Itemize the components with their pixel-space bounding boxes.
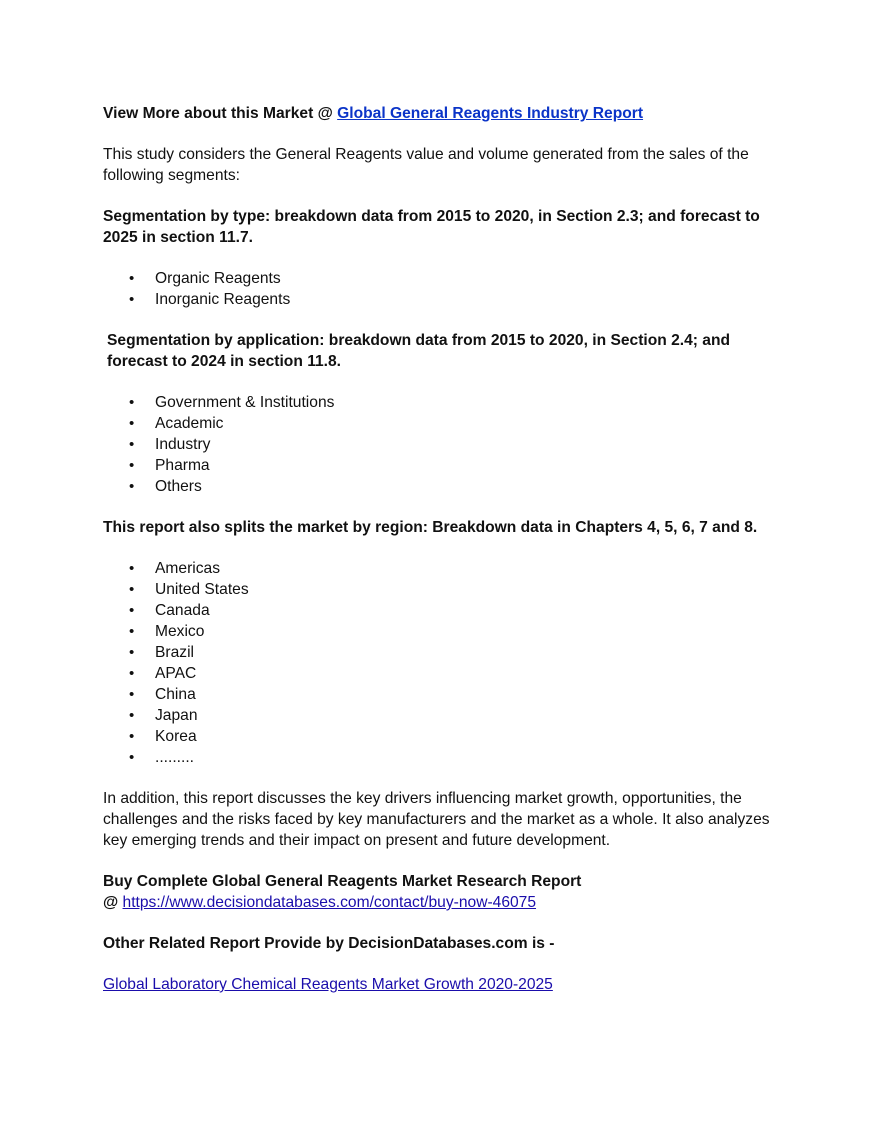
buy-heading: Buy Complete Global General Reagents Market Research Report: [103, 873, 582, 890]
list-item: • Canada: [103, 600, 793, 621]
list-item: • .........: [103, 747, 793, 768]
buy-at: @: [103, 894, 123, 911]
related-report-link[interactable]: Global Laboratory Chemical Reagents Market Growth 2020-2025: [103, 976, 553, 993]
application-list: [103, 392, 793, 497]
list-item: • United States: [103, 579, 793, 600]
segmentation-application-text: Segmentation by application: breakdown data from 2015 to 2020, in Section 2.4; and forecast to 2024 in section 11.8.: [107, 332, 731, 370]
list-item: • Industry: [103, 434, 793, 455]
list-item: • Korea: [103, 726, 793, 747]
region-list: [103, 558, 793, 768]
list-item: • Government & Institutions: [103, 392, 793, 413]
list-item: • Inorganic Reagents: [103, 289, 793, 310]
list-item: • Brazil: [103, 642, 793, 663]
list-item: • Pharma: [103, 455, 793, 476]
list-item: • APAC: [103, 663, 793, 684]
list-item: • China: [103, 684, 793, 705]
list-item: • Mexico: [103, 621, 793, 642]
segmentation-type-heading: Segmentation by type: breakdown data from 2015 to 2020, in Section 2.3; and forecast to 2025 in section 11.7.: [103, 208, 760, 246]
list-item: • Japan: [103, 705, 793, 726]
segmentation-application-heading: [103, 330, 793, 372]
intro-paragraph: This study considers the General Reagents value and volume generated from the sales of the following segments:: [103, 146, 749, 184]
list-item: • Academic: [103, 413, 793, 434]
addition-paragraph: In addition, this report discusses the key drivers influencing market growth, opportunities, the challenges and the risks faced by key manufacturers and the market as a whole. It also analyzes key emerging trends and their impact on present and future development.: [103, 790, 770, 849]
industry-report-link[interactable]: Global General Reagents Industry Report: [337, 105, 644, 122]
view-more-prefix: View More about this Market @: [103, 105, 338, 122]
list-item: • Others: [103, 476, 793, 497]
type-list: [103, 268, 793, 310]
related-link-line: [103, 974, 793, 995]
other-related-heading: Other Related Report Provide by DecisionDatabases.com is -: [103, 935, 555, 952]
buy-link-line: [103, 892, 793, 913]
region-heading: This report also splits the market by region: Breakdown data in Chapters 4, 5, 6, 7 and 8.: [103, 519, 758, 536]
buy-now-link[interactable]: https://www.decisiondatabases.com/contact/buy-now-46075: [122, 894, 537, 911]
view-more-line: [103, 103, 793, 124]
document-page: [103, 103, 793, 995]
list-item: • Organic Reagents: [103, 268, 793, 289]
list-item: • Americas: [103, 558, 793, 579]
